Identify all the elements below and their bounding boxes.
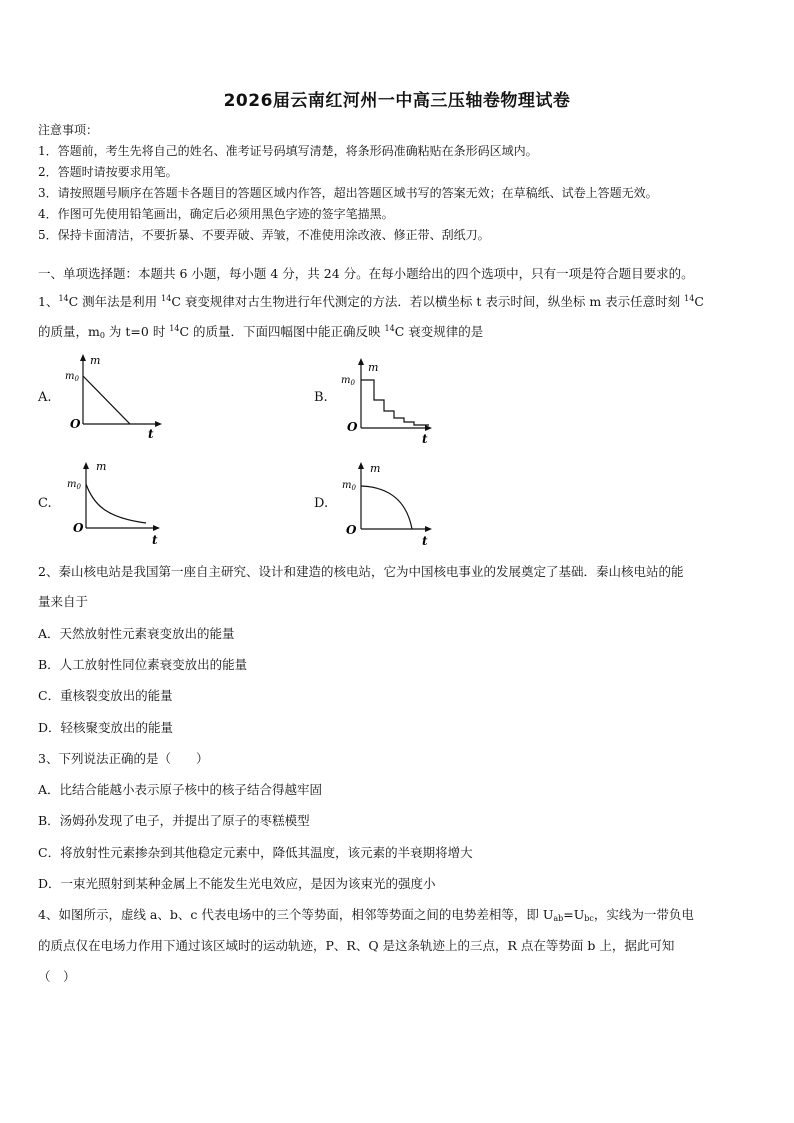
- q1-text: 的质量，m: [38, 324, 100, 339]
- q1-sup: 14: [58, 294, 69, 303]
- question-2-line-2: 量来自于: [38, 594, 89, 609]
- m0-m: m: [341, 375, 351, 386]
- graph-c: [56, 458, 176, 548]
- x-axis-arrow: [425, 425, 432, 431]
- q1-text: C 衰变规律的是: [394, 324, 484, 339]
- question-1-line-1: [38, 292, 778, 310]
- q1-text: C: [694, 294, 704, 309]
- decay-curve: [361, 380, 429, 425]
- m0-sub: 0: [76, 483, 81, 491]
- notes-item: 1．答题前，考生先将自己的姓名、准考证号码填写清楚，将条形码准确粘贴在条形码区域内。: [38, 144, 538, 158]
- q1-text: C 测年法是利用: [68, 294, 162, 309]
- notes-item: 4．作图可先使用铅笔画出，确定后必须用黑色字迹的签字笔描黑。: [38, 207, 394, 221]
- m0-m: m: [67, 479, 77, 490]
- question-3-stem: 3、下列说法正确的是（ ）: [38, 751, 209, 766]
- question-2-option-d: D．轻核聚变放出的能量: [38, 720, 174, 735]
- question-3-option-b: B．汤姆孙发现了电子，并提出了原子的枣糕模型: [38, 813, 310, 828]
- y-axis-arrow: [80, 354, 86, 361]
- m-axis-label: m: [90, 354, 101, 367]
- decay-curve: [361, 486, 412, 529]
- option-a-label: A.: [38, 390, 52, 405]
- question-3-option-d: D．一束光照射到某种金属上不能发生光电效应，是因为该束光的强度小: [38, 876, 436, 891]
- notes-item: 3．请按照题号顺序在答题卡各题目的答题区域内作答，超出答题区域书写的答案无效；在草稿纸、试卷上答题无效。: [38, 186, 658, 200]
- notes-section: [38, 120, 778, 246]
- q1-text: 为 t=0 时: [104, 324, 170, 339]
- option-d-label: D.: [314, 496, 329, 511]
- notes-item: 5．保持卡面清洁，不要折暴、不要弄破、弄皱，不准使用涂改液、修正带、刮纸刀。: [38, 228, 490, 242]
- question-4-line-2: 的质点仅在电场力作用下通过该区域时的运动轨迹，P、R、Q 是这条轨迹上的三点，R 点在等势面 b 上，据此可知: [38, 938, 675, 953]
- origin-label: O: [346, 523, 357, 537]
- notes-item: 2．答题时请按要求用笔。: [38, 165, 178, 179]
- m0-label: [342, 480, 356, 492]
- m0-sub: 0: [350, 379, 355, 387]
- m0-label: [67, 479, 81, 491]
- q4-text: =U: [563, 907, 585, 922]
- m-axis-label: m: [368, 361, 379, 374]
- q4-sub: bc: [584, 914, 594, 923]
- q1-sup: 14: [384, 324, 395, 333]
- y-axis-arrow: [83, 462, 89, 469]
- x-axis-arrow: [155, 421, 162, 427]
- q4-sub: ab: [553, 914, 564, 923]
- m-axis-label: m: [96, 460, 107, 473]
- q1-sup: 14: [161, 294, 172, 303]
- decay-curve: [83, 376, 130, 424]
- option-c-label: C.: [38, 496, 52, 511]
- graph-d: [334, 458, 444, 550]
- section-heading: 一、单项选择题：本题共 6 小题，每小题 4 分，共 24 分。在每小题给出的四个选项中，只有一项是符合题目要求的。: [38, 266, 694, 281]
- origin-label: O: [347, 420, 358, 434]
- y-axis-arrow: [358, 358, 364, 365]
- question-2-option-c: C．重核裂变放出的能量: [38, 688, 173, 703]
- t-axis-label: t: [422, 534, 428, 548]
- m0-sub: 0: [351, 484, 356, 492]
- q4-text: 4、如图所示，虚线 a、b、c 代表电场中的三个等势面，相邻等势面之间的电势差相等，即 U: [38, 907, 554, 922]
- q1-sup: 14: [169, 324, 180, 333]
- q1-sub: 0: [99, 331, 105, 340]
- question-1-line-2: [38, 322, 778, 340]
- q1-sup: 14: [684, 294, 695, 303]
- q1-text: C 的质量．下面四幅图中能正确反映: [179, 324, 385, 339]
- question-4-line-1: [38, 905, 778, 923]
- t-axis-label: t: [152, 533, 158, 547]
- question-4-line-3: （ ）: [38, 969, 76, 984]
- question-2-option-b: B．人工放射性同位素衰变放出的能量: [38, 657, 248, 672]
- graph-a: [56, 352, 176, 442]
- question-2-option-a: A．天然放射性元素衰变放出的能量: [38, 626, 235, 641]
- m0-m: m: [342, 480, 352, 491]
- m0-m: m: [65, 371, 75, 382]
- q1-text: C 衰变规律对古生物进行年代测定的方法．若以横坐标 t 表示时间，纵坐标 m 表示任意时刻: [171, 294, 685, 309]
- m0-label: [341, 375, 355, 387]
- decay-curve: [86, 484, 146, 523]
- m0-sub: 0: [74, 375, 79, 383]
- m-axis-label: m: [370, 462, 381, 475]
- question-2-line-1: 2、秦山核电站是我国第一座自主研究、设计和建造的核电站，它为中国核电事业的发展奠定了基础．秦山核电站的能: [38, 564, 684, 579]
- graph-b: [334, 356, 444, 446]
- m0-label: [65, 371, 79, 383]
- question-3-option-a: A．比结合能越小表示原子核中的核子结合得越牢固: [38, 782, 323, 797]
- t-axis-label: t: [148, 427, 154, 441]
- q1-text: 1、: [38, 294, 59, 309]
- t-axis-label: t: [422, 432, 428, 446]
- y-axis-arrow: [358, 462, 364, 469]
- x-axis-arrow: [425, 526, 432, 532]
- notes-heading: 注意事项：: [38, 123, 99, 137]
- x-axis-arrow: [153, 525, 160, 531]
- page-title: 2026届云南红河州一中高三压轴卷物理试卷: [223, 91, 571, 111]
- origin-label: O: [73, 521, 84, 535]
- question-3-option-c: C．将放射性元素掺杂到其他稳定元素中，降低其温度，该元素的半衰期将增大: [38, 845, 473, 860]
- q4-text: ，实线为一带负电: [593, 907, 694, 922]
- origin-label: O: [70, 417, 81, 431]
- option-b-label: B.: [314, 390, 328, 405]
